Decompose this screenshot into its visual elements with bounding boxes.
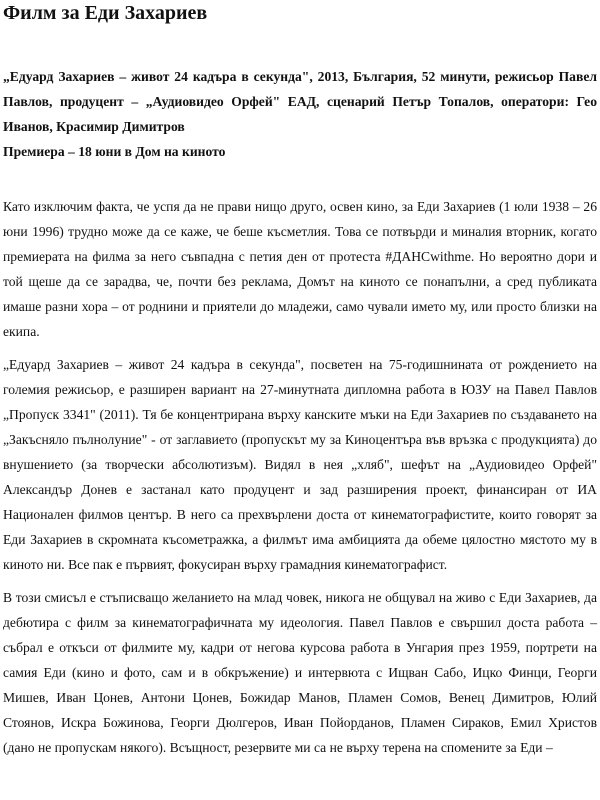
article-body: [3, 194, 597, 768]
article-title: Филм за Еди Захариев: [3, 2, 208, 24]
paragraph: Като изключим факта, че успя да не прави нищо друго, освен кино, за Еди Захариев (1 юли 1938 – 26 юни 1996) трудно може да се каже, че беше късметлия. Това се потвърди и миналия вторник, когато премиерата на филма за него съвпадна с петия ден от протеста #ДАНСwithme. Но вероятно дори и той щеше да се зарадва, че, почти без реклама, Домът на киното се понапълни, а сред публиката имаше разни хора – от роднини и приятели до младежи, само чували името му, или просто близки на екипа.: [3, 199, 597, 339]
paragraph: „Едуард Захариев – живот 24 кадъра в секунда", посветен на 75-годишнината от рождението на големия режисьор, е разширен вариант на 27-минутната дипломна работа в ЮЗУ на Павел Павлов „Пропуск 3341" (2011). Тя бе концентрирана върху канските мъки на Еди Захариев по създаването на „Закъсняло пълнолуние" - от заглавието (пропускът му за Киноцентъра във връзка с продукцията) до внушението (за творчески абсолютизъм). Видял в нея „хляб", шефът на „Аудиовидео Орфей" Александър Донев е застанал като продуцент и зад разширения проект, финансиран от ИА Национален филмов център. В него са прехвърлени доста от кинематографистите, които говорят за Еди Захариев в скромната късометражка, а филмът има амбицията да обеме цялостно мястото му в киното ни. Все пак е първият, фокусиран върху грамадния кинематографист.: [3, 357, 597, 572]
premiere-line: Премиера – 18 юни в Дом на киното: [3, 144, 226, 159]
film-credits: „Едуард Захариев – живот 24 кадъра в секунда", 2013, България, 52 минути, режисьор Павел Павлов, продуцент – „Аудиовидео Орфей" ЕАД, сценарий Петър Топалов, оператори: Гео Иванов, Красимир Димитров: [3, 69, 597, 134]
paragraph: В този смисъл е стъписващо желанието на млад човек, никога не общувал на живо с Еди Захариев, да дебютира с филм за кинематографичната му идеология. Павел Павлов е свършил доста работа – събрал е откъси от филмите му, кадри от негова курсова работа в Унгария през 1959, портрети на самия Еди (кино и фото, сам и в обкръжение) и интервюта с Ищван Сабо, Ицко Финци, Георги Мишев, Иван Цонев, Антони Цонев, Божидар Манов, Пламен Сомов, Венец Димитров, Юлий Стоянов, Искра Божинова, Георги Дюлгеров, Иван Пойорданов, Пламен Сираков, Емил Христов (дано не пропускам някого). Всъщност, резервите ми са не върху терена на спомените за Еди –: [3, 590, 597, 755]
